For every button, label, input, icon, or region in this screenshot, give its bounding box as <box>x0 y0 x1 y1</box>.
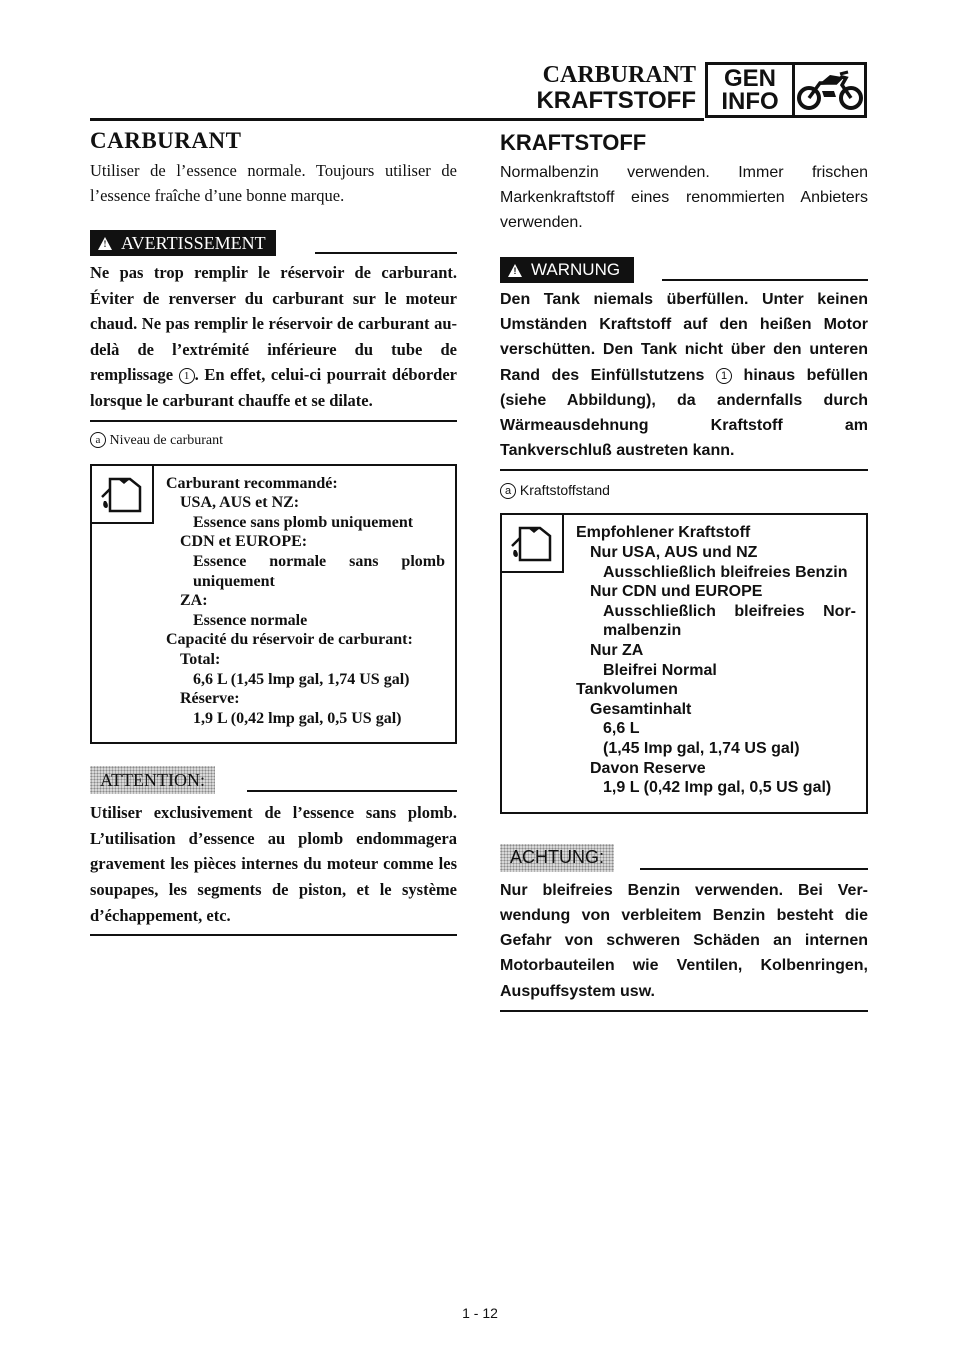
warning-triangle-icon: ! <box>98 237 112 250</box>
spec-line: Essence normale sans plomb uniquement <box>193 552 445 590</box>
spec-line: ZA: <box>180 592 208 610</box>
caution-header-de <box>500 844 868 872</box>
motorcycle-icon <box>795 65 864 115</box>
warning-label-fr: AVERTISSEMENT <box>121 232 266 253</box>
spec-line: USA, AUS et NZ: <box>180 494 300 512</box>
spec-line: Ausschließlich bleifreies Normalbenzin <box>603 602 856 640</box>
legend-text-fr: Niveau de carburant <box>109 432 223 448</box>
spec-line: Total: <box>180 650 221 668</box>
column-german <box>500 128 868 1012</box>
spec-line: Capacité du réservoir de carburant: <box>166 631 413 649</box>
spec-line: Carburant recommandé: <box>166 474 338 492</box>
header-title-de: KRAFTSTOFF <box>536 87 696 114</box>
warning-rule-fr <box>315 252 457 254</box>
spec-line: Nur CDN und EUROPE <box>590 583 763 601</box>
section-label <box>708 65 795 115</box>
warning-header-fr <box>90 230 457 256</box>
spec-line: 1,9 L (0,42 Imp gal, 0,5 US gal) <box>603 779 832 797</box>
callout-1: 1 <box>716 368 732 384</box>
warning-text-fr-a: Ne pas trop remplir le réservoir de carburant. Éviter de renverser du carburant sur le moteur chaud. Ne pas remplir le réservoir de carburant au-delà de l’extrémité inférieure du tube de remplissage <box>90 263 457 385</box>
legend-fr <box>90 432 457 450</box>
caution-text-fr: Utiliser exclusivement de l’essence sans plomb. L’utilisation d’essence au plomb endommagera gravement les pièces internes du moteur comme les soupapes, les segments de piston, et le système d’échappement, etc. <box>90 803 457 925</box>
spec-line: (1,45 Imp gal, 1,74 US gal) <box>603 739 800 757</box>
caution-end-rule-de <box>500 1010 868 1012</box>
spec-line: Nur ZA <box>590 641 644 659</box>
fuel-can-icon <box>92 466 154 524</box>
spec-line: 6,6 L <box>603 720 640 738</box>
caution-badge-fr: ATTENTION: <box>90 766 215 794</box>
spec-line: 6,6 L (1,45 lmp gal, 1,74 US gal) <box>193 670 410 688</box>
header-rule <box>90 118 704 121</box>
callout-a: a <box>500 483 516 499</box>
spec-line: Empfohlener Kraftstoff <box>576 524 751 542</box>
page-number: 1 - 12 <box>462 1305 498 1321</box>
caution-rule-fr <box>247 790 457 792</box>
warning-triangle-icon: ! <box>508 264 522 277</box>
spec-line: Essence normale <box>193 611 308 629</box>
spec-line: Gesamtinhalt <box>590 700 692 718</box>
caution-header-fr <box>90 766 457 794</box>
spec-box-fr <box>90 464 457 745</box>
warning-end-rule-fr <box>90 420 457 422</box>
callout-a: a <box>90 432 106 448</box>
spec-box-de <box>500 513 868 813</box>
spec-line: Réserve: <box>180 690 240 708</box>
warning-badge-fr <box>90 230 276 256</box>
warning-text-de-a: Den Tank niemals überfüllen. Unter keinen Umständen Kraftstoff auf den heißen Motor verschütten. Den Tank nicht über den unteren Rand des Einfüllstutzens <box>500 291 868 384</box>
warning-badge-de <box>500 257 634 283</box>
intro-fr: Utiliser de l’essence normale. Toujours utiliser de l’essence fraîche d’une bonne marque. <box>90 161 457 205</box>
column-french <box>90 128 457 936</box>
section-label-line2: INFO <box>721 88 779 115</box>
spec-list-fr <box>154 466 455 743</box>
caution-text-de: Nur bleifreies Benzin verwenden. Bei Verwendung von verbleitem Benzin besteht die Gefahr von schweren Schäden an internen Motorbauteilen wie Ventilen, Kolbenringen, Auspuffsystem usw. <box>500 881 868 1000</box>
caution-end-rule-fr <box>90 934 457 936</box>
warning-text-de-b: hinaus befüllen (siehe Abbildung), da andernfalls durch Wärmeausdehnung Kraftstoff am Tankverschluß austreten kann. <box>500 366 868 460</box>
legend-de <box>500 481 868 499</box>
section-heading-fr: CARBURANT <box>90 128 242 153</box>
warning-label-de: WARNUNG <box>531 260 621 279</box>
spec-line: Tankvolumen <box>576 681 678 699</box>
spec-line: 1,9 L (0,42 lmp gal, 0,5 US gal) <box>193 709 402 727</box>
section-label-line1: GEN <box>723 65 776 92</box>
intro-de: Normalbenzin verwenden. Immer frischen Markenkraftstoff eines renommierten Anbieters verwenden. <box>500 164 868 231</box>
caution-rule-de <box>640 868 868 870</box>
warning-header-de <box>500 257 868 283</box>
callout-1: 1 <box>179 368 195 384</box>
spec-line: Bleifrei Normal <box>603 661 717 679</box>
legend-text-de: Kraftstoffstand <box>519 482 610 499</box>
spec-line: Davon Reserve <box>590 759 706 777</box>
warning-text-de <box>500 287 868 463</box>
spec-list-de <box>564 515 866 811</box>
spec-line: Ausschließlich bleifreies Benzin <box>603 563 848 581</box>
spec-line: Essence sans plomb uniquement <box>193 513 414 531</box>
caution-badge-de: ACHTUNG: <box>500 844 614 872</box>
section-heading-de: KRAFTSTOFF <box>500 130 647 155</box>
warning-rule-de <box>662 279 868 281</box>
section-tab <box>705 62 867 118</box>
warning-end-rule-de <box>500 469 868 471</box>
warning-text-fr <box>90 260 457 414</box>
header-title-fr: CARBURANT <box>542 62 696 88</box>
warning-text-fr-b: . En effet, celui-ci pourrait déborder lorsque le carburant chauffe et se dilate. <box>90 365 457 410</box>
spec-line: Nur USA, AUS und NZ <box>590 544 758 562</box>
spec-line: CDN et EUROPE: <box>180 533 308 551</box>
fuel-can-icon <box>502 515 564 573</box>
